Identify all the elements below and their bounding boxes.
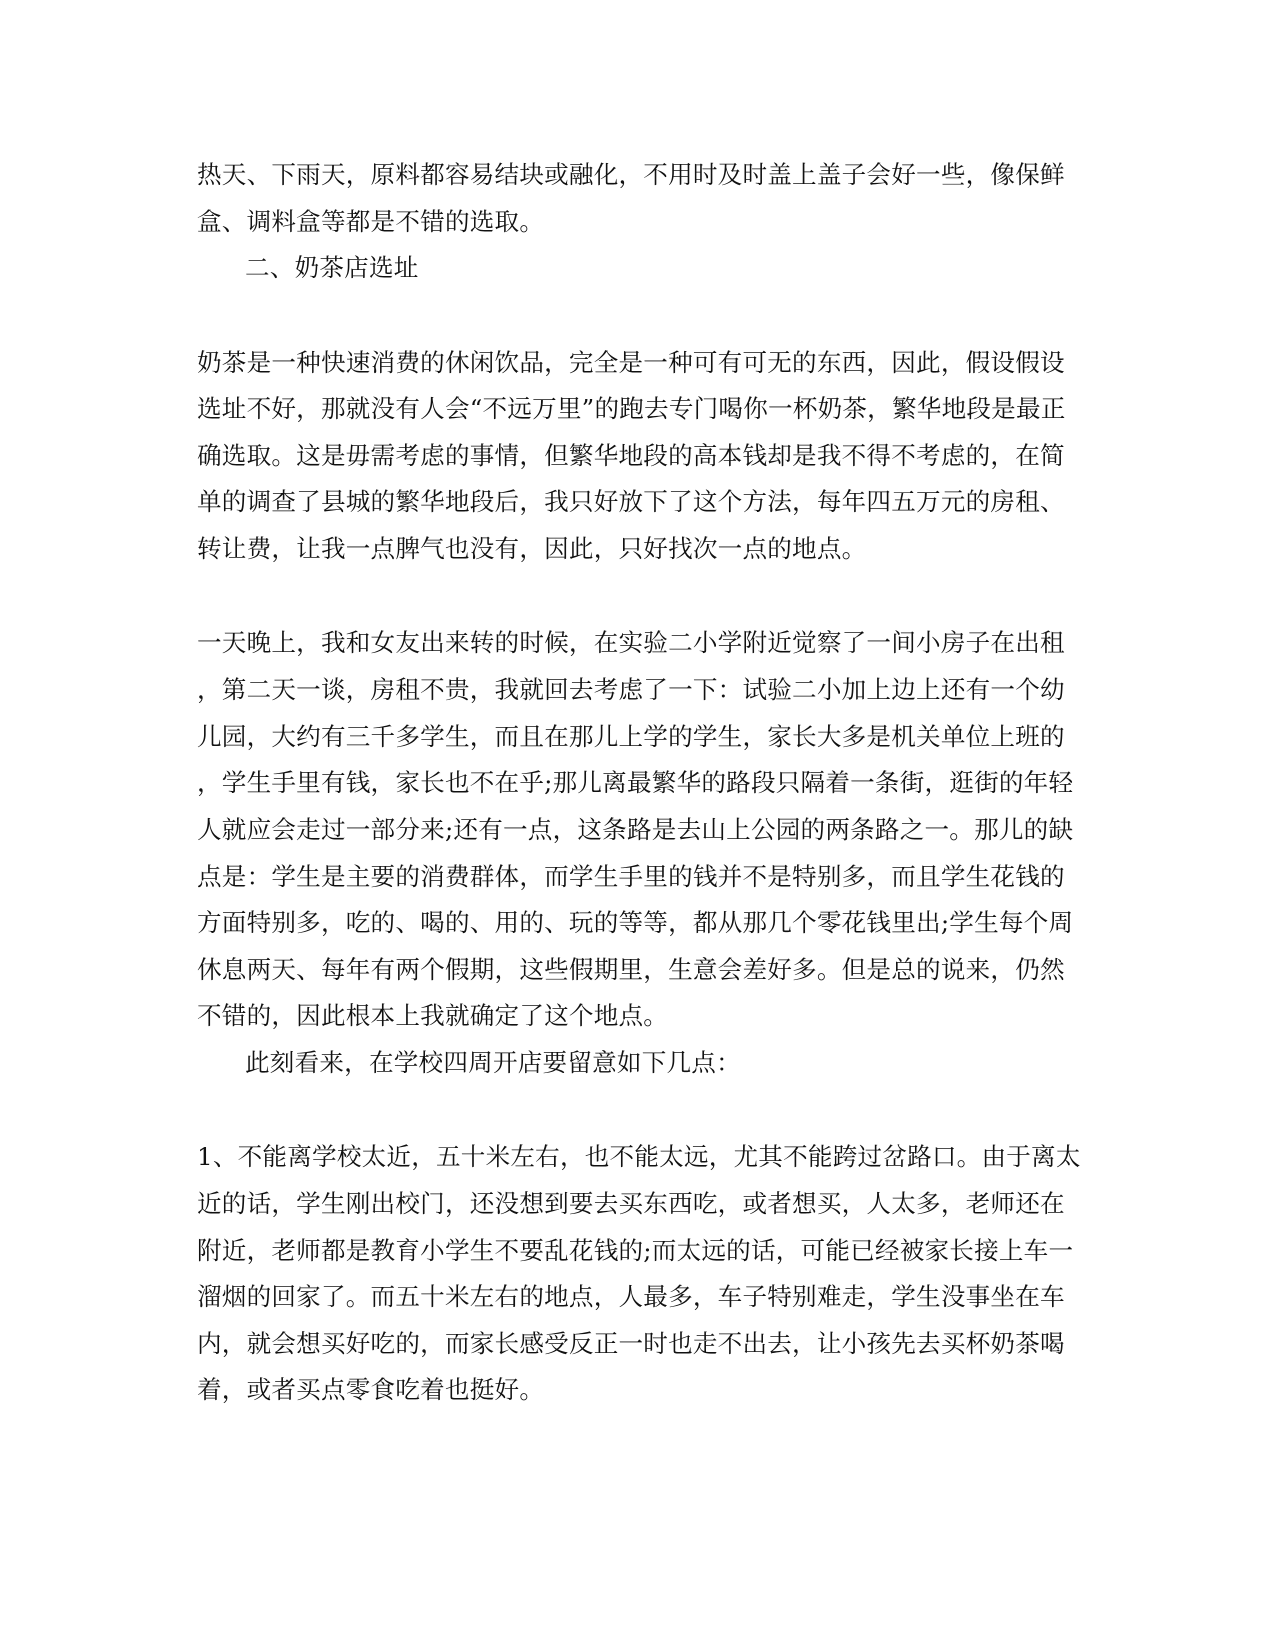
section-heading: 二、奶茶店选址 (245, 253, 419, 282)
text-line: 奶茶是一种快速消费的休闲饮品，完全是一种可有可无的东西，因此，假设假设 (197, 348, 1065, 377)
text-line: 一天晚上，我和女友出来转的时候，在实验二小学附近觉察了一间小房子在出租 (197, 628, 1065, 657)
text-line: 不错的，因此根本上我就确定了这个地点。 (197, 1001, 669, 1030)
text-line: 近的话，学生刚出校门，还没想到要去买东西吃，或者想买，人太多，老师还在 (197, 1189, 1065, 1218)
text-line: 1、不能离学校太近，五十米左右，也不能太远，尤其不能跨过岔路口。由于离太 (197, 1142, 1081, 1171)
text-line: ，学生手里有钱，家长也不在乎;那儿离最繁华的路段只隔着一条街，逛街的年轻 (197, 768, 1074, 797)
text-line: 转让费，让我一点脾气也没有，因此，只好找次一点的地点。 (197, 534, 867, 563)
text-line: 选址不好，那就没有人会“不远万里”的跑去专门喝你一杯奶茶，繁华地段是最正 (197, 394, 1066, 423)
text-line: 着，或者买点零食吃着也挺好。 (197, 1375, 545, 1404)
text-line: 点是：学生是主要的消费群体，而学生手里的钱并不是特别多，而且学生花钱的 (197, 862, 1065, 891)
text-line: 单的调查了县城的繁华地段后，我只好放下了这个方法，每年四五万元的房租、 (197, 487, 1065, 516)
text-line: 热天、下雨天，原料都容易结块或融化，不用时及时盖上盖子会好一些，像保鲜 (197, 160, 1065, 189)
text-line: 儿园，大约有三千多学生，而且在那儿上学的学生，家长大多是机关单位上班的 (197, 722, 1065, 751)
text-line: 休息两天、每年有两个假期，这些假期里，生意会差好多。但是总的说来，仍然 (197, 955, 1065, 984)
text-line: 溜烟的回家了。而五十米左右的地点，人最多，车子特别难走，学生没事坐在车 (197, 1282, 1065, 1311)
text-line: 此刻看来，在学校四周开店要留意如下几点： (245, 1048, 741, 1077)
text-line: ，第二天一谈，房租不贵，我就回去考虑了一下：试验二小加上边上还有一个幼 (197, 675, 1065, 704)
text-line: 盒、调料盒等都是不错的选取。 (197, 207, 545, 236)
text-line: 人就应会走过一部分来;还有一点，这条路是去山上公园的两条路之一。那儿的缺 (197, 815, 1074, 844)
text-line: 确选取。这是毋需考虑的事情，但繁华地段的高本钱却是我不得不考虑的，在简 (197, 441, 1065, 470)
text-line: 方面特别多，吃的、喝的、用的、玩的等等，都从那几个零花钱里出;学生每个周 (197, 908, 1074, 937)
text-line: 附近，老师都是教育小学生不要乱花钱的;而太远的话，可能已经被家长接上车一 (197, 1236, 1074, 1265)
text-line: 内，就会想买好吃的，而家长感受反正一时也走不出去，让小孩先去买杯奶茶喝 (197, 1329, 1065, 1358)
